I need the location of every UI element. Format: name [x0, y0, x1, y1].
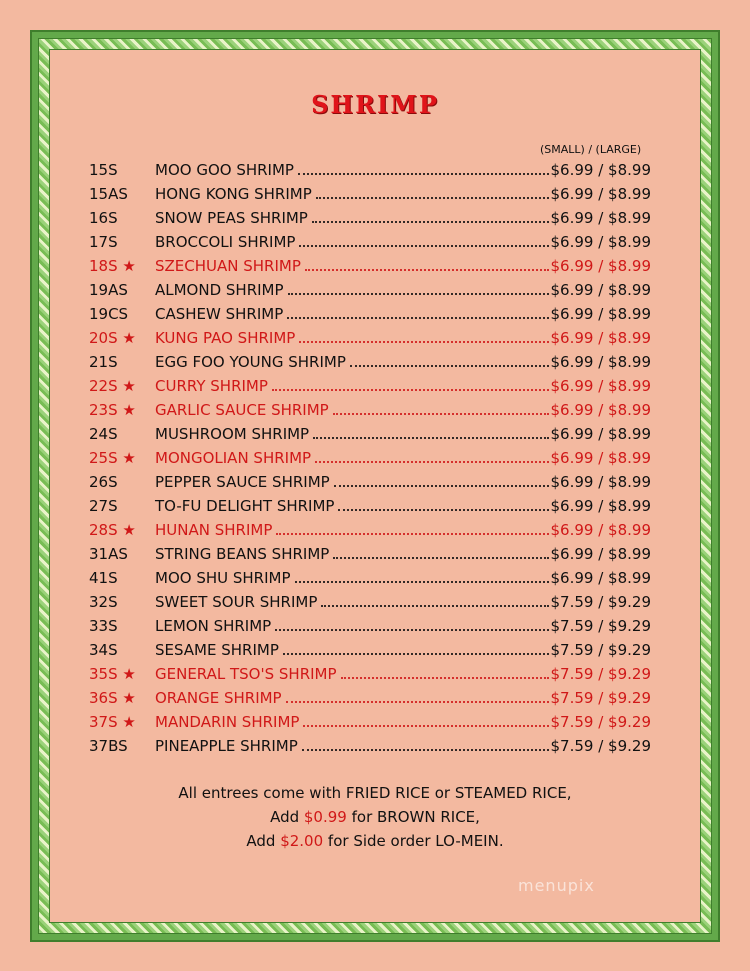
- dot-leader: [303, 724, 548, 727]
- size-header: (SMALL) / (LARGE): [540, 143, 642, 156]
- footer-line-3: [0, 829, 750, 853]
- item-code: 26S: [89, 473, 118, 491]
- item-name: EGG FOO YOUNG SHRIMP: [155, 353, 346, 371]
- dot-leader: [295, 580, 549, 583]
- item-code: 20S ★: [89, 329, 136, 347]
- menu-item: [89, 398, 651, 422]
- dot-leader: [299, 340, 548, 343]
- item-code: 27S: [89, 497, 118, 515]
- item-name: GENERAL TSO'S SHRIMP: [155, 665, 337, 683]
- item-price: $7.59 / $9.29: [550, 641, 651, 659]
- item-price: $6.99 / $8.99: [550, 545, 651, 563]
- item-name: HONG KONG SHRIMP: [155, 185, 312, 203]
- item-code: 25S ★: [89, 449, 136, 467]
- item-price: $6.99 / $8.99: [550, 281, 651, 299]
- dot-leader: [276, 532, 548, 535]
- item-name: HUNAN SHRIMP: [155, 521, 273, 539]
- item-code: 21S: [89, 353, 118, 371]
- item-code: 15S: [89, 161, 118, 179]
- item-name: CURRY SHRIMP: [155, 377, 268, 395]
- menu-item: [89, 422, 651, 446]
- item-name: PINEAPPLE SHRIMP: [155, 737, 298, 755]
- item-price: $6.99 / $8.99: [550, 161, 651, 179]
- item-name: MOO SHU SHRIMP: [155, 569, 291, 587]
- menu-item: [89, 710, 651, 734]
- item-price: $6.99 / $8.99: [550, 257, 651, 275]
- item-price: $7.59 / $9.29: [550, 689, 651, 707]
- item-name: GARLIC SAUCE SHRIMP: [155, 401, 329, 419]
- item-name: MANDARIN SHRIMP: [155, 713, 300, 731]
- menu-item: [89, 686, 651, 710]
- page-title: SHRIMP: [311, 90, 439, 119]
- menu-item: [89, 614, 651, 638]
- menu-item: [89, 278, 651, 302]
- item-code: 16S: [89, 209, 118, 227]
- item-price: $6.99 / $8.99: [550, 449, 651, 467]
- item-name: TO-FU DELIGHT SHRIMP: [155, 497, 335, 515]
- item-name: BROCCOLI SHRIMP: [155, 233, 296, 251]
- dot-leader: [288, 292, 549, 295]
- item-name: LEMON SHRIMP: [155, 617, 272, 635]
- dot-leader: [272, 388, 549, 391]
- item-code: 35S ★: [89, 665, 136, 683]
- dot-leader: [313, 436, 548, 439]
- menu-item: [89, 662, 651, 686]
- menu-list: [89, 158, 651, 758]
- menu-item: [89, 734, 651, 758]
- menu-item: [89, 374, 651, 398]
- item-code: 31AS: [89, 545, 128, 563]
- menu-item: [89, 542, 651, 566]
- item-name: SNOW PEAS SHRIMP: [155, 209, 308, 227]
- item-name: KUNG PAO SHRIMP: [155, 329, 296, 347]
- item-price: $7.59 / $9.29: [550, 617, 651, 635]
- menu-item: [89, 254, 651, 278]
- item-price: $6.99 / $8.99: [550, 425, 651, 443]
- footer-line-2-post: for BROWN RICE,: [346, 808, 480, 826]
- item-name: SZECHUAN SHRIMP: [155, 257, 301, 275]
- item-name: STRING BEANS SHRIMP: [155, 545, 330, 563]
- dot-leader: [334, 484, 549, 487]
- item-code: 28S ★: [89, 521, 136, 539]
- item-name: ALMOND SHRIMP: [155, 281, 284, 299]
- dot-leader: [305, 268, 549, 271]
- dot-leader: [333, 412, 549, 415]
- dot-leader: [350, 364, 549, 367]
- dot-leader: [287, 316, 548, 319]
- item-code: 18S ★: [89, 257, 136, 275]
- item-name: CASHEW SHRIMP: [155, 305, 284, 323]
- dot-leader: [316, 196, 549, 199]
- menu-item: [89, 230, 651, 254]
- dot-leader: [315, 460, 548, 463]
- lo-mein-price: $2.00: [280, 832, 324, 850]
- item-price: $6.99 / $8.99: [550, 473, 651, 491]
- dot-leader: [286, 700, 549, 703]
- menu-item: [89, 182, 651, 206]
- item-code: 41S: [89, 569, 118, 587]
- item-code: 17S: [89, 233, 118, 251]
- menu-item: [89, 206, 651, 230]
- menu-item: [89, 350, 651, 374]
- menu-item: [89, 446, 651, 470]
- item-code: 32S: [89, 593, 118, 611]
- item-name: SWEET SOUR SHRIMP: [155, 593, 318, 611]
- dot-leader: [341, 676, 549, 679]
- footer-line-3-pre: Add: [246, 832, 281, 850]
- item-code: 22S ★: [89, 377, 136, 395]
- item-name: SESAME SHRIMP: [155, 641, 279, 659]
- menu-item: [89, 638, 651, 662]
- item-code: 37S ★: [89, 713, 136, 731]
- item-price: $6.99 / $8.99: [550, 569, 651, 587]
- footer-line-3-post: for Side order LO-MEIN.: [323, 832, 504, 850]
- footer-line-2: [0, 805, 750, 829]
- item-price: $7.59 / $9.29: [550, 737, 651, 755]
- menu-item: [89, 566, 651, 590]
- item-price: $6.99 / $8.99: [550, 377, 651, 395]
- footer-line-1: All entrees come with FRIED RICE or STEAMED RICE,: [178, 784, 572, 802]
- dot-leader: [283, 652, 549, 655]
- item-price: $6.99 / $8.99: [550, 305, 651, 323]
- item-price: $7.59 / $9.29: [550, 713, 651, 731]
- item-name: ORANGE SHRIMP: [155, 689, 282, 707]
- dot-leader: [321, 604, 548, 607]
- menu-item: [89, 302, 651, 326]
- item-price: $6.99 / $8.99: [550, 353, 651, 371]
- item-price: $6.99 / $8.99: [550, 521, 651, 539]
- dot-leader: [333, 556, 548, 559]
- watermark-logo: menupix: [518, 876, 595, 895]
- item-code: 33S: [89, 617, 118, 635]
- menu-item: [89, 470, 651, 494]
- dot-leader: [275, 628, 548, 631]
- dot-leader: [299, 244, 548, 247]
- item-price: $7.59 / $9.29: [550, 665, 651, 683]
- menu-item: [89, 590, 651, 614]
- item-code: 19CS: [89, 305, 129, 323]
- item-code: 19AS: [89, 281, 128, 299]
- item-name: MUSHROOM SHRIMP: [155, 425, 310, 443]
- item-price: $6.99 / $8.99: [550, 329, 651, 347]
- item-name: MOO GOO SHRIMP: [155, 161, 294, 179]
- footer-notes: [0, 781, 750, 853]
- item-price: $6.99 / $8.99: [550, 233, 651, 251]
- dot-leader: [312, 220, 549, 223]
- menu-item: [89, 494, 651, 518]
- dot-leader: [298, 172, 549, 175]
- dot-leader: [338, 508, 548, 511]
- footer-line-2-pre: Add: [270, 808, 304, 826]
- item-code: 36S ★: [89, 689, 136, 707]
- menu-item: [89, 326, 651, 350]
- item-code: 37BS: [89, 737, 128, 755]
- item-price: $6.99 / $8.99: [550, 185, 651, 203]
- menu-item: [89, 158, 651, 182]
- item-name: MONGOLIAN SHRIMP: [155, 449, 312, 467]
- menu-item: [89, 518, 651, 542]
- item-price: $6.99 / $8.99: [550, 401, 651, 419]
- item-code: 15AS: [89, 185, 128, 203]
- item-code: 24S: [89, 425, 118, 443]
- brown-rice-price: $0.99: [303, 808, 347, 826]
- item-price: $6.99 / $8.99: [550, 209, 651, 227]
- item-code: 23S ★: [89, 401, 136, 419]
- item-price: $6.99 / $8.99: [550, 497, 651, 515]
- item-price: $7.59 / $9.29: [550, 593, 651, 611]
- item-name: PEPPER SAUCE SHRIMP: [155, 473, 330, 491]
- dot-leader: [302, 748, 549, 751]
- item-code: 34S: [89, 641, 118, 659]
